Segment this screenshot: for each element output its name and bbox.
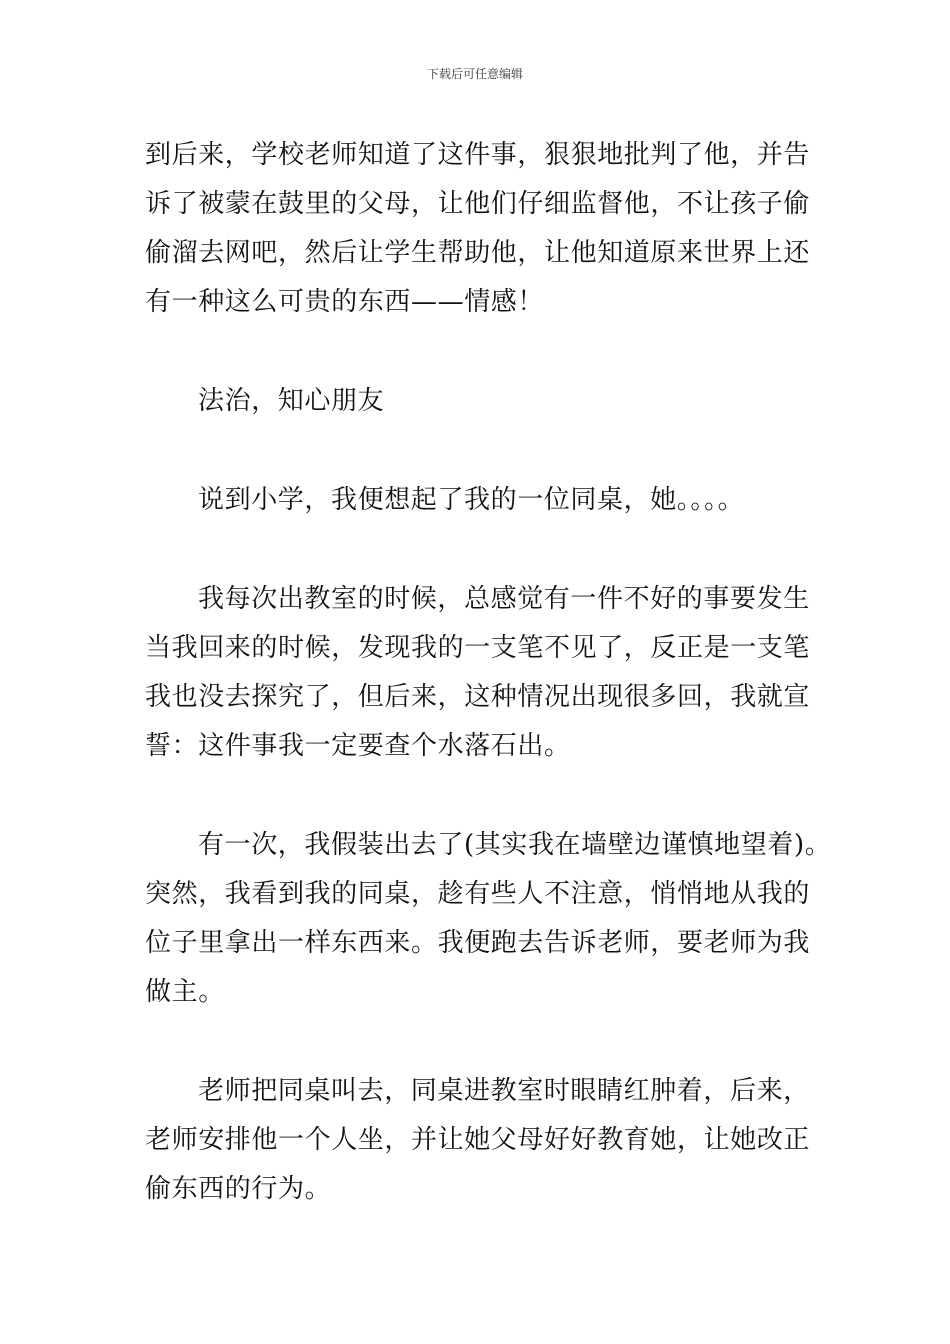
paragraph-line: 我也没去探究了，但后来，这种情况出现很多回，我就宣	[145, 682, 811, 712]
paragraph-1	[145, 131, 810, 327]
paragraph-line: 诉了被蒙在鼓里的父母，让他们仔细监督他，不让孩子偷	[145, 189, 811, 219]
page-header: 下载后可任意编辑	[426, 67, 523, 81]
paragraph-line: 誓：这件事我一定要查个水落石出。	[145, 731, 571, 761]
paragraph-6	[145, 1067, 810, 1214]
paragraph-line: 偷溜去网吧，然后让学生帮助他，让他知道原来世界上还	[145, 238, 811, 268]
paragraph-4	[145, 575, 810, 771]
paragraph-line: 做主。	[145, 977, 225, 1007]
section-heading: 法治，知心朋友	[198, 386, 385, 416]
paragraph-line: 到后来，学校老师知道了这件事，狠狠地批判了他，并告	[145, 140, 811, 170]
paragraph-5	[145, 821, 832, 1017]
paragraph-line: 老师把同桌叫去，同桌进教室时眼睛红肿着，后来，	[198, 1076, 810, 1106]
paragraph-line: 位子里拿出一样东西来。我便跑去告诉老师，要老师为我	[145, 928, 811, 958]
paragraph-3	[145, 476, 810, 525]
paragraph-line: 偷东西的行为。	[145, 1174, 332, 1204]
paragraph-line: 有一种这么可贵的东西——情感！	[145, 287, 545, 317]
paragraph-line: 说到小学，我便想起了我的一位同桌，她。。。。	[198, 485, 745, 515]
paragraph-line: 我每次出教室的时候，总感觉有一件不好的事要发生	[198, 584, 810, 614]
paragraph-line: 老师安排他一个人坐，并让她父母好好教育她，让她改正	[145, 1125, 811, 1155]
document-body	[145, 131, 832, 1264]
paragraph-line: 当我回来的时候，发现我的一支笔不见了，反正是一支笔	[145, 633, 811, 663]
paragraph-line: 有一次，我假装出去了(其实我在墙壁边谨慎地望着)。	[198, 830, 832, 860]
paragraph-2-heading	[145, 377, 810, 426]
paragraph-line: 突然，我看到我的同桌，趁有些人不注意，悄悄地从我的	[145, 879, 811, 909]
